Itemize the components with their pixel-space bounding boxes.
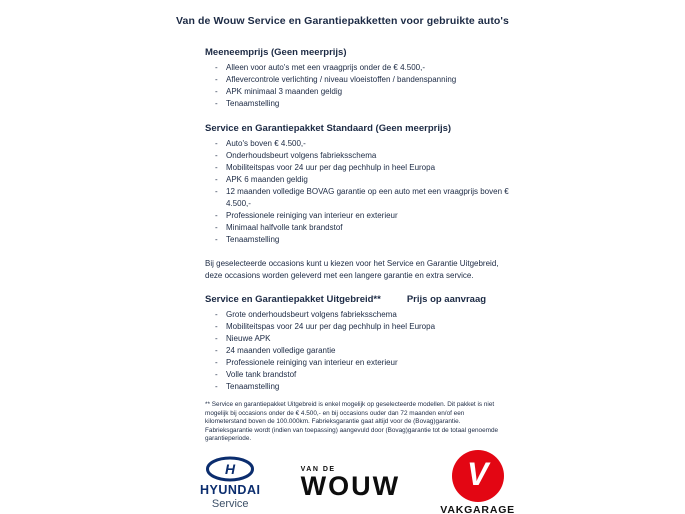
wouw-main-text: WOUW [300, 471, 401, 501]
list-item: - Professionele reiniging van interieur en exterieur [215, 210, 510, 222]
wouw-top-text: VAN DE [300, 466, 336, 473]
section-meeneemprijs [205, 47, 510, 110]
vakgarage-logo [440, 450, 515, 514]
list-item: - Aflevercontrole verlichting / niveau vloeistoffen / bandenspanning [215, 74, 510, 86]
list-item: - 24 maanden volledige garantie [215, 345, 510, 357]
logo-row [200, 450, 515, 514]
list-item: - Mobiliteitspas voor 24 uur per dag pechhulp in heel Europa [215, 162, 510, 174]
intro-paragraph: Bij geselecteerde occasions kunt u kiezen voor het Service en Garantie Uitgebreid, deze occasions worden geleverd met een langere garantie en extra service. [205, 259, 499, 280]
vakgarage-v-icon [452, 450, 504, 502]
list-item: - Tenaamstelling [215, 98, 510, 110]
list-item: - Tenaamstelling [215, 234, 510, 246]
list-item: - Auto's boven € 4.500,- [215, 138, 510, 150]
bullet-list [205, 62, 510, 110]
list-item: - Mobiliteitspas voor 24 uur per dag pechhulp in heel Europa [215, 321, 510, 333]
section-uitgebreid [205, 294, 510, 393]
section-heading: Service en Garantiepakket Standaard (Geen meerprijs) [205, 123, 452, 134]
list-item: - Professionele reiniging van interieur en exterieur [215, 357, 510, 369]
bullet-list [205, 138, 510, 246]
list-item: - Grote onderhoudsbeurt volgens fabrieksschema [215, 309, 510, 321]
list-item: - APK minimaal 3 maanden geldig [215, 86, 510, 98]
footnote-text: ** Service en garantiepakket Uitgebreid is enkel mogelijk op geselecteerde modellen. Dit pakket is niet mogelijk bij occasions onder de € 4.500,- en bij occasions ouder dan 72 maanden en/of een kilometerstand boven de 100.000km. Fabrieksgarantie gaat altijd voor de (Bovag)garantie. Fabrieksgarantie wordt (indien van toepassing) aangevuld door (Bovag)garantie tot de totaal genoemde garantieperiode. [205, 401, 499, 442]
section-heading: Service en Garantiepakket Uitgebreid** [205, 294, 381, 305]
list-item: - APK 6 maanden geldig [215, 174, 510, 186]
van-de-wouw-logo [301, 466, 400, 499]
vakgarage-label: VAKGARAGE [440, 503, 515, 514]
list-item: - Nieuwe APK [215, 333, 510, 345]
document-content [200, 47, 515, 514]
list-item: - Minimaal halfvolle tank brandstof [215, 222, 510, 234]
hyundai-ellipse-icon [205, 456, 255, 482]
price-label: Prijs op aanvraag [406, 294, 487, 305]
hyundai-service-text: Service [211, 497, 249, 510]
bullet-list [205, 309, 510, 393]
svg-text:H: H [225, 460, 236, 477]
list-item: - Tenaamstelling [215, 381, 510, 393]
list-item: - Onderhoudsbeurt volgens fabrieksschema [215, 150, 510, 162]
section-standaard [205, 123, 510, 246]
section-heading-row [205, 294, 510, 306]
list-item: - Alleen voor auto's met een vraagprijs onder de € 4.500,- [215, 62, 510, 74]
hyundai-logo [200, 456, 260, 510]
list-item: - Volle tank brandstof [215, 369, 510, 381]
section-heading: Meeneemprijs (Geen meerprijs) [205, 47, 347, 58]
hyundai-brand-text: HYUNDAI [200, 482, 261, 497]
list-item: - 12 maanden volledige BOVAG garantie op een auto met een vraagprijs boven € 4.500,- [215, 186, 510, 210]
page-title: Van de Wouw Service en Garantiepakketten voor gebruikte auto's [176, 15, 509, 27]
vakgarage-v-letter: V [466, 456, 489, 492]
